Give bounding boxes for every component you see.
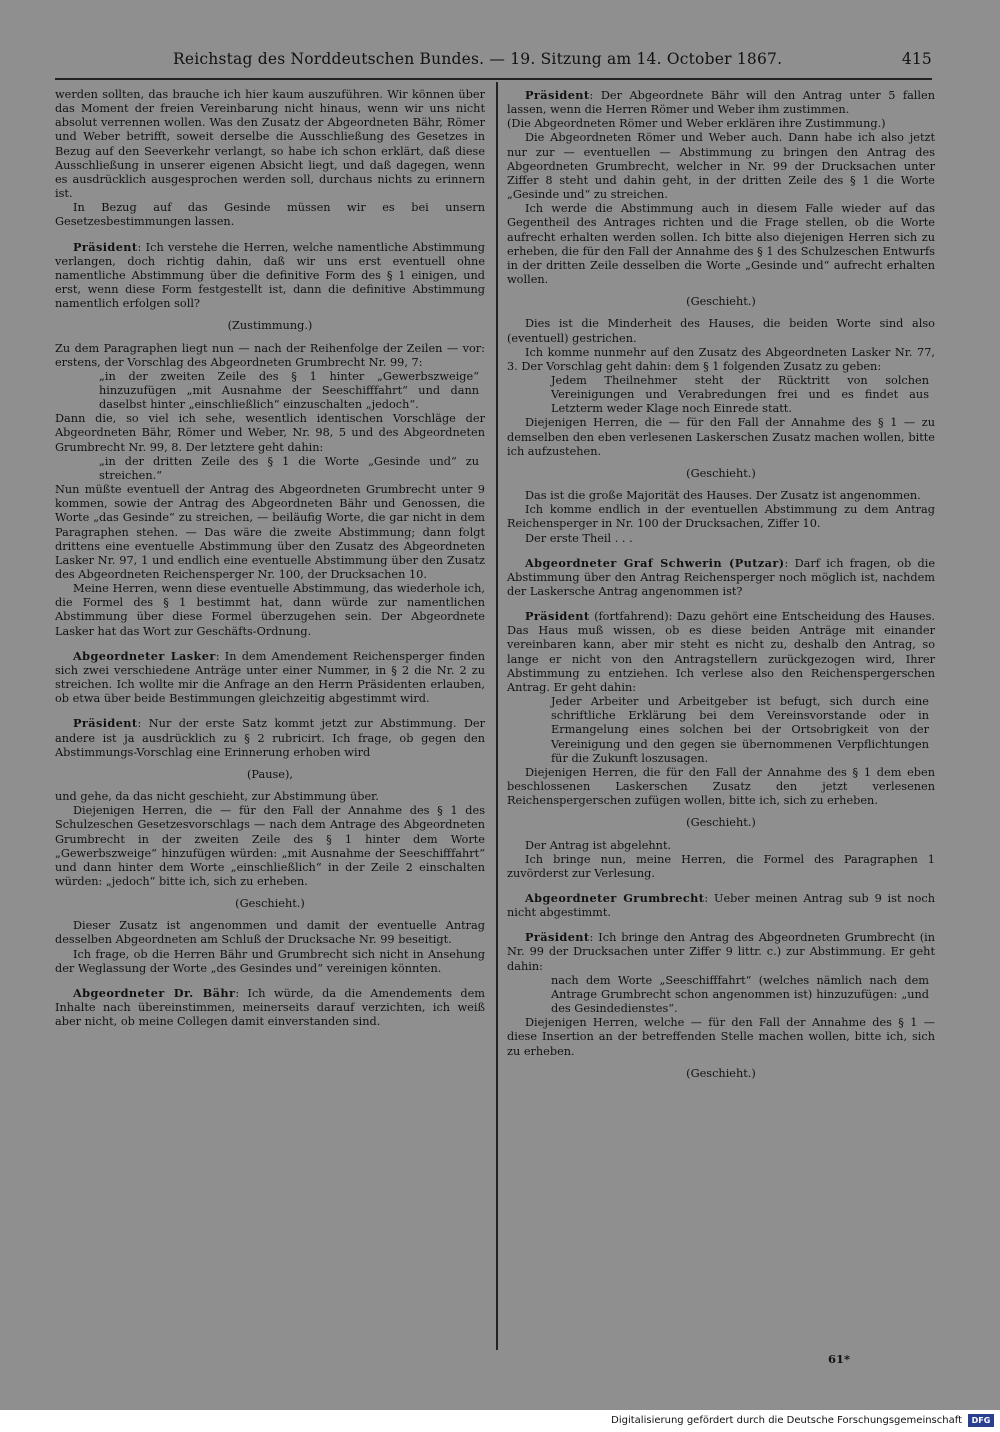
left-column <box>55 88 485 1029</box>
stage-direction: (Geschieht.) <box>686 295 756 309</box>
running-title: Reichstag des Norddeutschen Bundes. — 19. Sitzung am 14. October 1867. <box>173 50 783 68</box>
speech-praesident: Präsident: Ich verstehe die Herren, welche namentliche Abstimmung verlangen, doch richtig dahin, daß wir uns erst eventuell ohne namentliche Abstimmung über die definitive Form des § 1 einigen, und erst, wenn diese Form festgestellt ist, dann die definitive Abstimmung namentlich erfolgen soll? <box>55 239 485 311</box>
stage-direction: (Zustimmung.) <box>227 319 313 333</box>
paragraph: Das ist die große Majorität des Hauses. Der Zusatz ist angenommen. <box>525 489 921 503</box>
paragraph: Ich werde die Abstimmung auch in diesem Falle wieder auf das Gegentheil des Antrages richten und die Frage stellen, ob die Worte aufrecht erhalten werden sollen. Ich bitte also diejenigen Herren sich zu erheben, die für den Fall der Annahme des § 1 des Schulzeschen Entwurfs in der dritten Zeile desselben die Worte „Gesinde und“ aufrecht erhalten wollen. <box>507 202 935 287</box>
stage-direction: (Geschieht.) <box>686 816 756 830</box>
speech-grumbrecht: Abgeordneter Grumbrecht: Ueber meinen Antrag sub 9 ist noch nicht abgestimmt. <box>507 890 935 920</box>
paragraph: Diejenigen Herren, die — für den Fall der Annahme des § 1 — zu demselben den eben verlesenen Laskerschen Zusatz machen wollen, bitte ich aufzustehen. <box>507 416 935 458</box>
speech-praesident: Präsident: Nur der erste Satz kommt jetzt zur Abstimmung. Der andere ist ja ausdrücklich zu § 2 rubricirt. Ich frage, ob gegen den Abstimmungs-Vorschlag eine Erinnerung erhoben wird <box>55 716 485 759</box>
stage-direction: (Geschieht.) <box>686 466 756 480</box>
paragraph: Nun müßte eventuell der Antrag des Abgeordneten Grumbrecht unter 9 kommen, sowie der Antrag des Abgeordneten Bähr und Genossen, die Worte „das Gesinde“ zu streichen, — beiläufig Worte, die gar nicht in dem Paragraphen stehen. — Das wäre die zweite Abstimmung; dann folgt drittens eine eventuelle Abstimmung über den Zusatz des Abgeordneten Lasker Nr. 97, 1 und endlich eine eventuelle Abstimmung über den Zusatz des Abgeordneten Reichensperger Nr. 100, der Drucksachen 10. <box>55 483 485 581</box>
quoted-motion: nach dem Worte „Seeschifffahrt“ (welches nämlich nach dem Antrage Grumbrecht schon angenommen ist) hinzuzufügen: „und des Gesindedienstes“. <box>551 973 929 1016</box>
column-divider <box>496 82 498 1350</box>
paragraph: Meine Herren, wenn diese eventuelle Abstimmung, das wiederhole ich, die Formel des § 1 bestimmt hat, dann würde zur namentlichen Abstimmung über diese Formel überzugehen sein. Der Abgeordnete Lasker hat das Wort zur Geschäfts-Ordnung. <box>55 582 485 638</box>
stage-direction: (Geschieht.) <box>235 897 305 911</box>
paragraph: Zu dem Paragraphen liegt nun — nach der Reihenfolge der Zeilen — vor: erstens, der Vorschlag des Abgeordneten Grumbrecht Nr. 99, 7: <box>55 341 485 369</box>
paragraph: Der erste Theil . . . <box>525 531 633 545</box>
paragraph: Dies ist die Minderheit des Hauses, die beiden Worte sind also (eventuell) gestrichen. <box>507 317 935 345</box>
speech-praesident: Präsident: Der Abgeordnete Bähr will den Antrag unter 5 fallen lassen, wenn die Herren Römer und Weber ihm zustimmen. <box>507 88 935 117</box>
page-number: 415 <box>901 50 932 68</box>
header-rule <box>55 78 932 80</box>
paragraph: Der Antrag ist abgelehnt. <box>525 838 672 852</box>
stage-direction: (Geschieht.) <box>686 1066 756 1080</box>
signature-mark: 61* <box>828 1352 851 1366</box>
paragraph: Ich komme endlich in der eventuellen Abstimmung zu dem Antrag Reichensperger in Nr. 100 der Drucksachen, Ziffer 10. <box>507 503 935 531</box>
paragraph: und gehe, da das nicht geschieht, zur Abstimmung über. <box>55 790 379 804</box>
speech-praesident: Präsident (fortfahrend): Dazu gehört eine Entscheidung des Hauses. Das Haus muß wissen, ob es diese beiden Anträge mit einander vereinbaren kann, aber mir steht es nicht zu, deshalb den Antrag, so lange er nicht von den Antragstellern zurückgezogen wird, Ihrer Abstimmung zu entziehen. Ich verlese also den Reichenspergerschen Antrag. Er geht dahin: <box>507 609 935 694</box>
paragraph: Diejenigen Herren, die — für den Fall der Annahme des § 1 des Schulzeschen Gesetzesvorschlags — nach dem Antrage des Abgeordneten Grumbrecht in der zweiten Zeile des § 1 hinter dem Worte „Gewerbszweige“ hinzufügen würden: „mit Ausnahme der Seeschifffahrt“ und dann hinter dem Worte „einschließlich“ in der Zeile 2 einschalten würden: „jedoch“ bitte ich, sich zu erheben. <box>55 804 485 888</box>
paragraph: Ich komme nunmehr auf den Zusatz des Abgeordneten Lasker Nr. 77, 3. Der Vorschlag geht dahin: dem § 1 folgenden Zusatz zu geben: <box>507 345 935 373</box>
paragraph: Diejenigen Herren, welche — für den Fall der Annahme des § 1 — diese Insertion an der betreffenden Stelle machen wollen, bitte ich, sich zu erheben. <box>507 1016 935 1058</box>
paragraph: In Bezug auf das Gesinde müssen wir es bei unsern Gesetzesbestimmungen lassen. <box>55 201 485 229</box>
quoted-motion: „in der dritten Zeile des § 1 die Worte „Gesinde und“ zu streichen.“ <box>99 454 479 482</box>
paragraph: Diejenigen Herren, die für den Fall der Annahme des § 1 dem eben beschlossenen Laskerschen Zusatz den jetzt verlesenen Reichenspergerschen zufügen wollen, bitte ich, sich zu erheben. <box>507 765 935 808</box>
quoted-motion: Jeder Arbeiter und Arbeitgeber ist befugt, sich durch eine schriftliche Erklärung bei dem Vereinsvorstande oder in Ermangelung eines solchen bei der Ortsobrigkeit von der Vereinigung und den gegen sie übernommenen Verpflichtungen für die Zukunft loszusagen. <box>551 695 929 765</box>
stage-direction: (Pause), <box>247 767 293 781</box>
quoted-motion: „in der zweiten Zeile des § 1 hinter „Gewerbszweige“ hinzuzufügen „mit Ausnahme der Seeschifffahrt“ und dann daselbst hinter „einschließlich“ einzuschalten „jedoch“. <box>99 369 479 412</box>
paragraph: Dieser Zusatz ist angenommen und damit der eventuelle Antrag desselben Abgeordneten am Schluß der Drucksache Nr. 99 beseitigt. <box>55 919 485 947</box>
stage-direction: (Die Abgeordneten Römer und Weber erklären ihre Zustimmung.) <box>507 117 886 131</box>
dfg-logo-icon: DFG <box>968 1414 994 1427</box>
paragraph: Ich frage, ob die Herren Bähr und Grumbrecht sich nicht in Ansehung der Weglassung der Worte „des Gesindes und“ vereinigen könnten. <box>55 947 485 975</box>
page-header <box>55 46 932 72</box>
paragraph: Ich bringe nun, meine Herren, die Formel des Paragraphen 1 zuvörderst zur Verlesung. <box>507 852 935 880</box>
paragraph: werden sollten, das brauche ich hier kaum auszuführen. Wir können über das Moment der freien Vereinbarung nicht hinaus, wenn wir uns nicht absolut verrennen wollen. Was den Zusatz der Abgeordneten Bähr, Römer und Weber betrifft, soweit derselbe die Ausschließung des Gesetzes in Bezug auf den Seeverkehr verlangt, so habe ich schon erklärt, daß diese Ausschließung in unserer eigenen Absicht liegt, und daß dagegen, wenn es ausdrücklich ausgesprochen werden soll, durchaus nichts zu erinnern ist. <box>55 88 485 201</box>
speech-baehr: Abgeordneter Dr. Bähr: Ich würde, da die Amendements dem Inhalte nach übereinstimmen, meinerseits darauf verzichten, ich weiß aber nicht, ob meine Collegen damit einverstanden sind. <box>55 985 485 1029</box>
speech-schwerin: Abgeordneter Graf Schwerin (Putzar): Darf ich fragen, ob die Abstimmung über den Antrag Reichensperger noch möglich ist, nachdem der Laskersche Antrag angenommen ist? <box>507 555 935 598</box>
digitization-footer <box>0 1410 1000 1432</box>
quoted-motion: Jedem Theilnehmer steht der Rücktritt von solchen Vereinigungen und Verabredungen frei und es findet aus Letzterm weder Klage noch Einrede statt. <box>551 373 929 416</box>
footer-credit: Digitalisierung gefördert durch die Deutsche Forschungsgemeinschaft <box>611 1415 962 1426</box>
right-column <box>507 88 935 1089</box>
speech-lasker: Abgeordneter Lasker: In dem Amendement Reichensperger finden sich zwei verschiedene Anträge unter einer Nummer, in § 2 die Nr. 2 zu streichen. Ich wollte mir die Anfrage an den Herrn Präsidenten erlauben, ob etwa über beide Bestimmungen gleichzeitig abgestimmt wird. <box>55 648 485 706</box>
speech-praesident: Präsident: Ich bringe den Antrag des Abgeordneten Grumbrecht (in Nr. 99 der Drucksachen unter Ziffer 9 littr. c.) zur Abstimmung. Er geht dahin: <box>507 930 935 973</box>
paragraph: Die Abgeordneten Römer und Weber auch. Dann habe ich also jetzt nur zur — eventuellen — Abstimmung zu bringen den Antrag des Abgeordneten Grumbrecht, welcher in Nr. 99 der Drucksachen unter Ziffer 8 steht und dahin geht, in der dritten Zeile des § 1 die Worte „Gesinde und“ zu streichen. <box>507 131 935 202</box>
paragraph: Dann die, so viel ich sehe, wesentlich identischen Vorschläge der Abgeordneten Bähr, Römer und Weber, Nr. 98, 5 und des Abgeordneten Grumbrecht Nr. 99, 8. Der letztere geht dahin: <box>55 412 485 454</box>
